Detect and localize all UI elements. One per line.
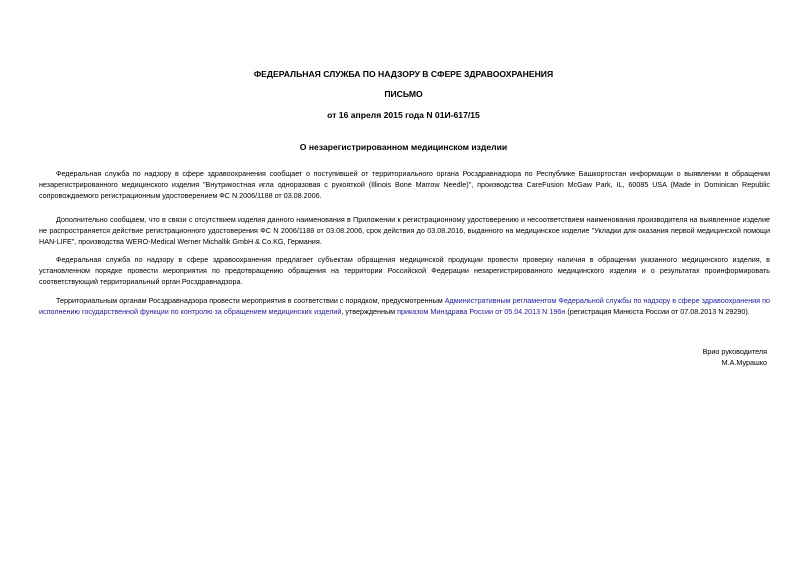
document-subject: О незарегистрированном медицинском изделии: [299, 142, 508, 152]
agency-heading: ФЕДЕРАЛЬНАЯ СЛУЖБА ПО НАДЗОРУ В СФЕРЕ ЗДРАВООХРАНЕНИЯ: [253, 69, 554, 79]
regulation-link[interactable]: Административным регламентом Федеральной службы по надзору в сфере здравоохранения по исполнению государственной функции по контролю за обращением медицинских изделий: [39, 296, 770, 316]
document-type: ПИСЬМО: [384, 89, 423, 99]
paragraph-3-text: Федеральная служба по надзору в сфере здравоохранения предлагает субъектам обращения медицинской продукции провести проверку наличия в обращении указанного медицинского изделия, в установленном порядке провести мероприятия по предотвращению обращения на территории Российской Федерации незарегистрированного медицинского изделия и о результатах проинформировать соответствующий территориальный орган Росздравнадзора.: [39, 255, 770, 286]
order-link[interactable]: приказом Минздрава России от 05.04.2013 N 196н: [397, 307, 566, 316]
paragraph-1-text: Федеральная служба по надзору в сфере здравоохранения сообщает о поступившей от территориального органа Росздравнадзора по Республике Башкортостан информации о выявлении в обращении незарегистрированного медицинского изделия "Внутрикостная игла одноразовая с рукояткой (Illinois Bone Marrow Needle)", производства CareFusion McGaw Park, IL, 60085 USA (Made in Dominican Republic сопровождаемого регистрационным удостоверением ФС N 2006/1188 от 03.08.2006.: [39, 169, 770, 200]
paragraph-3: [39, 254, 770, 287]
paragraph-2: [39, 214, 770, 247]
paragraph-4: [39, 295, 770, 317]
signatory-name: М.А.Мурашко: [721, 358, 767, 367]
document-date-number: от 16 апреля 2015 года N 01И-617/15: [327, 110, 480, 120]
paragraph-4-text-end: (регистрация Минюста России от 07.08.2013 N 29290).: [565, 307, 750, 316]
paragraph-4-text-mid: , утвержденным: [341, 307, 398, 316]
paragraph-2-text: Дополнительно сообщаем, что в связи с отсутствием изделия данного наименования в Приложении к регистрационному удостоверению и несоответствием наименования производителя на выявленное изделие не распространяется действие регистрационного удостоверения ФС N 2006/1188 от 03.08.2006, срок действия до 03.08.2016, выданного на медицинское изделие "Укладки для оказания первой медицинской помощи HAN-LIFE", производства WERO-Medical Werner Michallik GmbH & Co.KG, Германия.: [39, 215, 770, 246]
signatory-position: Врио руководителя: [702, 347, 767, 356]
paragraph-1: [39, 168, 770, 201]
paragraph-4-text-start: Территориальным органам Росздравнадзора провести мероприятия в соответствии с порядком, предусмотренным: [56, 296, 445, 305]
